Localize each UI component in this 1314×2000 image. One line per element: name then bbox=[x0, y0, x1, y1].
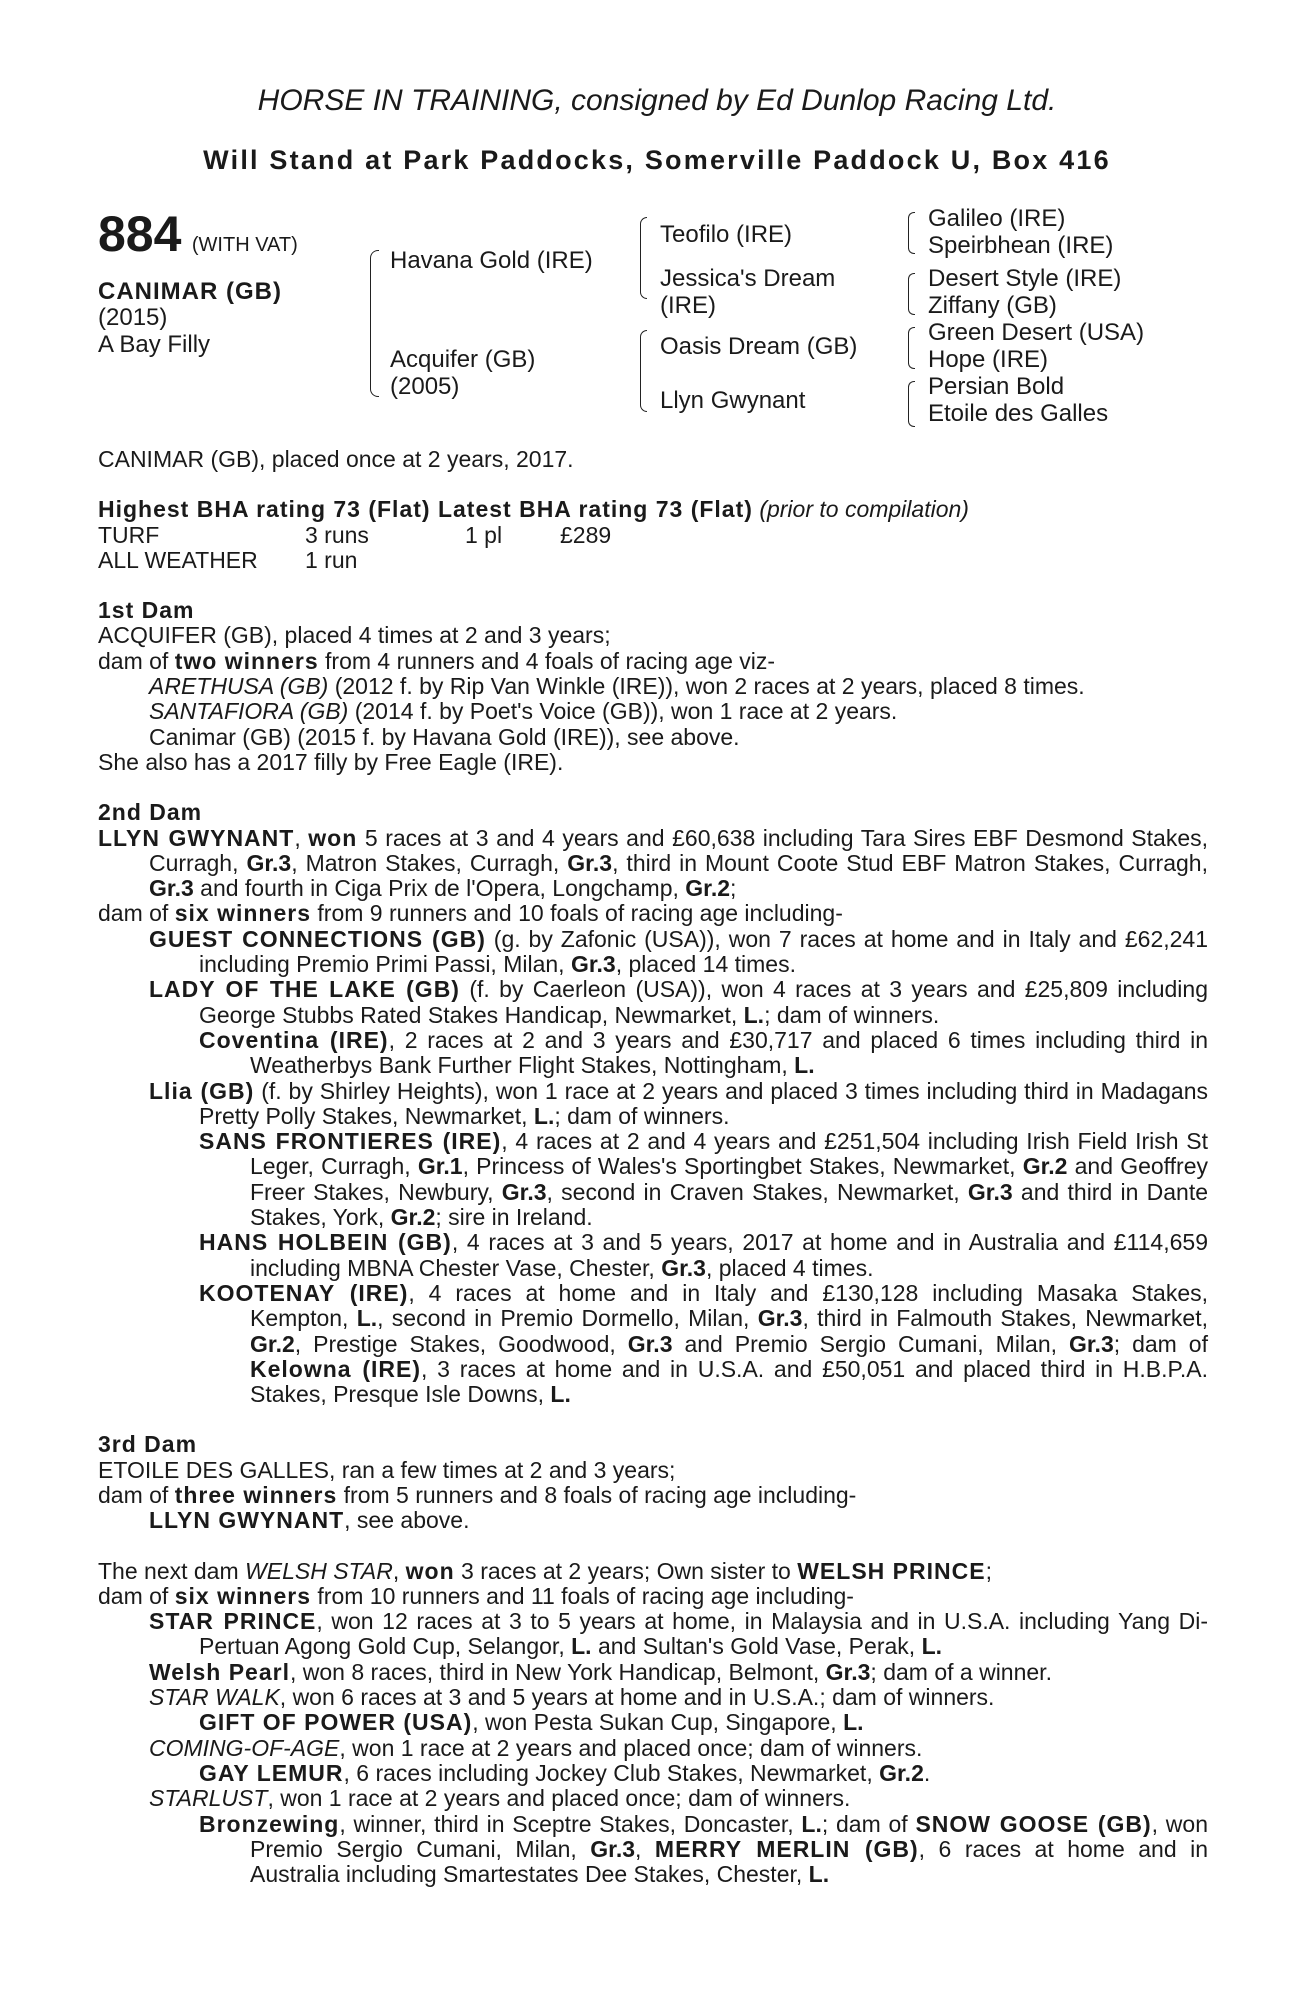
horse-description: A Bay Filly bbox=[98, 331, 211, 358]
progeny-name: LLYN GWYNANT bbox=[149, 1507, 345, 1534]
progeny-name: STAR WALK bbox=[149, 1684, 280, 1711]
progeny-name: HANS HOLBEIN (GB) bbox=[199, 1229, 452, 1256]
entry-text: , third in Falmouth Stakes, Newmarket, bbox=[802, 1305, 1208, 1332]
entry-text: , 3 races at home and in U.S.A. and £50,051 and placed third in H.B.P.A. Stakes, Presque Isle Downs, bbox=[250, 1355, 1209, 1408]
entry-text: (f. by Shirley Heights), won 1 race at 2 years and placed 3 times including third in Madagans Pretty Polly Stakes, Newmarket, bbox=[199, 1077, 1208, 1129]
listed-label: L. bbox=[571, 1633, 592, 1660]
pedigree-g3: Desert Style (IRE) bbox=[928, 265, 1122, 292]
entry-text: The next dam bbox=[98, 1557, 246, 1584]
entry-text: , second in Premio Dormello, Milan, bbox=[377, 1305, 758, 1332]
grade-label: Gr.3 bbox=[627, 1330, 673, 1357]
rating-note: (prior to compilation) bbox=[759, 496, 969, 523]
lady-of-the-lake-entry bbox=[98, 977, 1208, 1028]
progeny-name: LADY OF THE LAKE (GB) bbox=[149, 976, 460, 1003]
turf-placed: 1 pl bbox=[465, 521, 503, 548]
entry-text: , placed 14 times. bbox=[615, 951, 796, 978]
entry-text: ; dam of bbox=[1113, 1330, 1208, 1357]
sans-frontieres-entry bbox=[98, 1129, 1208, 1230]
entry-text: , Prestige Stakes, Goodwood, bbox=[294, 1330, 628, 1357]
kootenay-entry bbox=[98, 1281, 1208, 1407]
pedigree-brace-g34 bbox=[908, 273, 915, 315]
pedigree-sire-dam: Jessica's Dream bbox=[660, 265, 836, 292]
pedigree-dam-dam: Llyn Gwynant bbox=[660, 387, 806, 414]
entry-text: ; sire in Ireland. bbox=[435, 1204, 593, 1231]
vat-note: (WITH VAT) bbox=[191, 234, 298, 256]
entry-text: , 4 races at 3 and 5 years, 2017 at home and in Australia and £114,659 including MBNA Chester Vase, Chester, bbox=[250, 1229, 1208, 1281]
listed-label: L. bbox=[743, 1001, 765, 1028]
entry-text: ; dam of a winner. bbox=[870, 1658, 1052, 1685]
third-dam-llyn bbox=[98, 1508, 1208, 1533]
third-dam-heading: 3rd Dam bbox=[98, 1431, 198, 1458]
grade-label: Gr.3 bbox=[825, 1658, 871, 1685]
progeny-text: (2014 f. by Poet's Voice (GB)), won 1 race at 2 years. bbox=[348, 698, 898, 725]
grade-label: Gr.3 bbox=[1068, 1330, 1114, 1357]
bha-rating bbox=[98, 497, 1208, 522]
pedigree-brace-g12 bbox=[908, 212, 915, 254]
entry-text: , won Premio Sergio Cumani, Milan, bbox=[250, 1810, 1208, 1862]
grade-label: Gr.3 bbox=[757, 1305, 803, 1332]
grade-label: Gr.3 bbox=[149, 875, 194, 902]
entry-text: ; dam of winners. bbox=[554, 1102, 730, 1129]
entry-text: ; bbox=[985, 1557, 992, 1584]
horse-year: (2015) bbox=[98, 304, 168, 331]
entry-text: and Sultan's Gold Vase, Perak, bbox=[591, 1633, 922, 1660]
entry-text: , won 6 races at 3 and 5 years at home and in U.S.A.; dam of winners. bbox=[279, 1684, 995, 1711]
dam-of-pre: dam of bbox=[98, 1582, 175, 1609]
grade-label: Gr.1 bbox=[417, 1153, 463, 1180]
pedigree-brace-sire-dam bbox=[370, 250, 379, 397]
dam-of-pre: dam of bbox=[98, 1481, 175, 1508]
progeny-text: (2012 f. by Rip Van Winkle (IRE)), won 2 races at 2 years, placed 8 times. bbox=[328, 673, 1085, 700]
progeny-arethusa bbox=[98, 674, 1208, 699]
entry-text: , won 1 race at 2 years and placed once; dam of winners. bbox=[267, 1785, 851, 1812]
pedigree-brace-sire bbox=[640, 217, 647, 299]
pedigree-g2: Speirbhean (IRE) bbox=[928, 232, 1114, 259]
progeny-name: Coventina (IRE) bbox=[199, 1026, 389, 1053]
third-dam-line1: ETOILE DES GALLES, ran a few times at 2 and 3 years; bbox=[98, 1456, 676, 1483]
dam-of-winners: six winners bbox=[174, 1582, 311, 1609]
listed-label: L. bbox=[843, 1709, 864, 1736]
consignor-heading: HORSE IN TRAINING, consigned by Ed Dunlop Racing Ltd. bbox=[257, 84, 1057, 117]
dam-name: LLYN GWYNANT bbox=[98, 824, 295, 851]
pedigree-g1: Galileo (IRE) bbox=[928, 205, 1066, 232]
won-label: won bbox=[405, 1557, 455, 1584]
llyn-gwynant-entry: LLYN GWYNANT, won 5 races at 3 and 4 years and £60,638 including Tara Sires EBF Desmond Stakes, Curragh, Gr.3, Matron Stakes, Curragh, Gr.3, third in Mount Coote Stud EBF Matron Stakes, Curragh, Gr.3 and fourth in Ciga Prix de l'Opera, Longchamp, Gr.2; bbox=[98, 824, 1208, 902]
aw-runs: 1 run bbox=[305, 546, 358, 573]
gay-lemur-entry: GAY LEMUR, 6 races including Jockey Club Stakes, Newmarket, Gr.2. bbox=[199, 1759, 931, 1786]
listed-label: L. bbox=[533, 1102, 555, 1129]
first-dam-heading: 1st Dam bbox=[98, 597, 195, 624]
entry-text: 3 races at 2 years; Own sister to bbox=[454, 1557, 798, 1584]
listed-label: L. bbox=[794, 1052, 815, 1079]
entry-text: , won 1 race at 2 years and placed once; dam of winners. bbox=[339, 1734, 923, 1761]
coventina-entry bbox=[98, 1028, 1208, 1079]
entry-text: , third in Mount Coote Stud EBF Matron Stakes, Curragh, bbox=[612, 849, 1208, 876]
entry-text: , second in Craven Stakes, Newmarket, bbox=[546, 1178, 968, 1205]
entry-text: ; dam of winners. bbox=[764, 1001, 940, 1028]
star-prince-entry bbox=[98, 1609, 1208, 1660]
pedigree-sire-sire: Teofilo (IRE) bbox=[660, 221, 793, 248]
pedigree-g5: Green Desert (USA) bbox=[928, 319, 1145, 346]
won-label: won bbox=[308, 824, 358, 851]
listed-label: L. bbox=[801, 1810, 822, 1837]
grade-label: Gr.3 bbox=[661, 1254, 706, 1281]
pedigree-brace-g78 bbox=[908, 381, 915, 427]
progeny-name: GUEST CONNECTIONS (GB) bbox=[149, 925, 486, 952]
first-dam-line2-post: from 4 runners and 4 foals of racing age viz- bbox=[318, 647, 776, 674]
pedigree-brace-dam bbox=[640, 330, 647, 412]
entry-text: , winner, third in Sceptre Stakes, Doncaster, bbox=[339, 1810, 802, 1837]
llia-entry bbox=[98, 1079, 1208, 1130]
entry-text: , see above. bbox=[344, 1507, 470, 1534]
first-dam-line1: ACQUIFER (GB), placed 4 times at 2 and 3 years; bbox=[98, 622, 611, 649]
aw-label: ALL WEATHER bbox=[98, 546, 258, 573]
all-weather-record bbox=[98, 548, 1208, 573]
turf-prize: £289 bbox=[560, 521, 612, 548]
starlust-entry bbox=[98, 1786, 1208, 1811]
grade-label: Gr.2 bbox=[879, 1759, 924, 1786]
dam-name: WELSH STAR bbox=[245, 1557, 393, 1584]
entry-text: , 4 races at home and in Italy and £130,128 including Masaka Stakes, Kempton, bbox=[250, 1279, 1208, 1332]
pedigree-dam: Acquifer (GB) bbox=[390, 346, 536, 373]
entry-text: , won Pesta Sukan Cup, Singapore, bbox=[472, 1709, 844, 1736]
entry-text: , 6 races including Jockey Club Stakes, Newmarket, bbox=[343, 1759, 880, 1786]
sister-name: WELSH PRINCE bbox=[797, 1557, 986, 1584]
progeny-name: MERRY MERLIN (GB) bbox=[654, 1835, 919, 1862]
first-dam-line2 bbox=[98, 649, 1208, 674]
entry-text: (g. by Zafonic (USA)), won 7 races at home and in Italy and £62,241 including Premio Primi Passi, Milan, bbox=[199, 925, 1208, 978]
entry-text: and Premio Sergio Cumani, Milan, bbox=[672, 1330, 1069, 1357]
lot-number: 884 bbox=[98, 206, 182, 262]
entry-text: , won 12 races at 3 to 5 years at home, in Malaysia and in U.S.A. including Yang Di-Pertuan Agong Gold Cup, Selangor, bbox=[199, 1608, 1208, 1660]
progeny-name: SANTAFIORA (GB) bbox=[149, 698, 349, 725]
progeny-name: COMING-OF-AGE bbox=[149, 1734, 340, 1761]
horse-name: CANIMAR (GB) bbox=[98, 278, 282, 305]
progeny-canimar: Canimar (GB) (2015 f. by Havana Gold (IRE)), see above. bbox=[149, 723, 740, 750]
listed-label: L. bbox=[550, 1381, 571, 1408]
progeny-name: KOOTENAY (IRE) bbox=[199, 1279, 409, 1306]
progeny-name: Llia (GB) bbox=[149, 1077, 255, 1104]
progeny-name: ARETHUSA (GB) bbox=[149, 673, 329, 700]
grade-label: Gr.2 bbox=[685, 875, 731, 902]
entry-text: , 6 races at home and in Australia including Smartestates Dee Stakes, Chester, bbox=[250, 1835, 1208, 1888]
welsh-pearl-entry bbox=[98, 1660, 1208, 1685]
gift-of-power-entry bbox=[98, 1710, 1208, 1735]
progeny-name: Welsh Pearl bbox=[149, 1658, 290, 1685]
next-dam-dam-of bbox=[98, 1584, 1208, 1609]
progeny-name: STAR PRINCE bbox=[149, 1608, 317, 1635]
grade-label: Gr.3 bbox=[570, 951, 616, 978]
entry-text: , won 8 races, third in New York Handicap, Belmont, bbox=[289, 1658, 826, 1685]
progeny-name: GAY LEMUR bbox=[199, 1759, 344, 1786]
progeny-name: GIFT OF POWER (USA) bbox=[199, 1709, 473, 1736]
grade-label: Gr.2 bbox=[1022, 1153, 1068, 1180]
grade-label: Gr.3 bbox=[967, 1178, 1013, 1205]
guest-connections-entry bbox=[98, 927, 1208, 978]
pedigree-g4: Ziffany (GB) bbox=[928, 292, 1057, 319]
first-dam-last: She also has a 2017 filly by Free Eagle (IRE). bbox=[98, 748, 564, 775]
next-dam-line1: The next dam WELSH STAR, won 3 races at 2 years; Own sister to WELSH PRINCE; bbox=[98, 1557, 992, 1584]
listed-label: L. bbox=[921, 1633, 943, 1660]
pedigree-g7: Persian Bold bbox=[928, 373, 1065, 400]
pedigree-sire: Havana Gold (IRE) bbox=[390, 247, 593, 274]
race-summary: CANIMAR (GB), placed once at 2 years, 2017. bbox=[98, 446, 574, 472]
grade-label: Gr.3 bbox=[590, 1835, 636, 1862]
entry-text: and Geoffrey Freer Stakes, Newbury, bbox=[250, 1153, 1208, 1205]
progeny-name: SNOW GOOSE (GB) bbox=[915, 1810, 1152, 1837]
third-dam-line2 bbox=[98, 1483, 1208, 1508]
listed-label: L. bbox=[356, 1305, 378, 1332]
coming-of-age-entry bbox=[98, 1736, 1208, 1761]
progeny-santafiora bbox=[98, 699, 1208, 724]
rating-label: Highest BHA rating 73 (Flat) Latest BHA rating 73 (Flat) bbox=[98, 496, 753, 523]
entry-text: 5 races at 3 and 4 years and £60,638 including Tara Sires EBF Desmond Stakes, Curragh, bbox=[149, 824, 1208, 876]
grade-label: Gr.3 bbox=[246, 849, 292, 876]
turf-record bbox=[98, 523, 1208, 548]
first-dam-winners: two winners bbox=[174, 647, 319, 674]
turf-label: TURF bbox=[98, 521, 160, 548]
progeny-name: SANS FRONTIERES (IRE) bbox=[199, 1128, 502, 1155]
catalogue-body bbox=[98, 447, 1208, 1887]
entry-text: , placed 4 times. bbox=[705, 1254, 874, 1281]
entry-text: ; dam of bbox=[821, 1810, 916, 1837]
pedigree-brace-g56 bbox=[908, 327, 915, 369]
dam-of-winners: three winners bbox=[174, 1481, 338, 1508]
entry-text: and fourth in Ciga Prix de l'Opera, Longchamp, bbox=[193, 875, 686, 902]
entry-text: , 2 races at 2 and 3 years and £30,717 and placed 6 times including third in Weatherbys Bank Further Flight Stakes, Nottingham, bbox=[250, 1026, 1208, 1079]
progeny-name: STARLUST bbox=[149, 1785, 268, 1812]
listed-label: L. bbox=[808, 1861, 830, 1888]
second-dam-dam-of bbox=[98, 901, 1208, 926]
dam-of-post: from 9 runners and 10 foals of racing age including- bbox=[311, 900, 843, 927]
hans-holbein-entry bbox=[98, 1230, 1208, 1281]
grade-label: Gr.3 bbox=[501, 1178, 547, 1205]
grade-label: Gr.2 bbox=[250, 1330, 295, 1357]
dam-of-pre: dam of bbox=[98, 900, 175, 927]
progeny-name: Bronzewing bbox=[199, 1810, 340, 1837]
first-dam-line2-pre: dam of bbox=[98, 647, 175, 674]
pedigree-g8: Etoile des Galles bbox=[928, 400, 1109, 427]
pedigree-dam-sire: Oasis Dream (GB) bbox=[660, 333, 858, 360]
lot-number-block bbox=[98, 205, 298, 263]
pedigree-dam-year: (2005) bbox=[390, 373, 460, 400]
entry-text: (f. by Caerleon (USA)), won 4 races at 3 years and £25,809 including George Stubbs Rated Stakes Handicap, Newmarket, bbox=[199, 976, 1208, 1028]
pedigree-sire-dam-suffix: (IRE) bbox=[660, 292, 716, 319]
entry-text: , 4 races at 2 and 4 years and £251,504 including Irish Field Irish St Leger, Curragh, bbox=[250, 1128, 1209, 1180]
entry-text: , Princess of Wales's Sportingbet Stakes, Newmarket, bbox=[462, 1153, 1023, 1180]
star-walk-entry bbox=[98, 1685, 1208, 1710]
dam-of-post: from 10 runners and 11 foals of racing age including- bbox=[311, 1582, 854, 1609]
turf-runs: 3 runs bbox=[305, 521, 369, 548]
dam-of-winners: six winners bbox=[174, 900, 311, 927]
grade-label: Gr.2 bbox=[390, 1204, 436, 1231]
entry-text: , Matron Stakes, Curragh, bbox=[291, 849, 568, 876]
bronzewing-entry: Bronzewing, winner, third in Sceptre Stakes, Doncaster, L.; dam of SNOW GOOSE (GB), won Premio Sergio Cumani, Milan, Gr.3, MERRY MERLIN (GB), 6 races at home and in Australia including Smartestates Dee Stakes, Chester, L. bbox=[199, 1810, 1208, 1888]
entry-text: and third in Dante Stakes, York, bbox=[250, 1178, 1208, 1231]
stand-location: Will Stand at Park Paddocks, Somerville Paddock U, Box 416 bbox=[203, 145, 1111, 175]
grade-label: Gr.3 bbox=[567, 849, 613, 876]
second-dam-heading: 2nd Dam bbox=[98, 799, 203, 826]
dam-of-post: from 5 runners and 8 foals of racing age including- bbox=[337, 1481, 857, 1508]
pedigree-g6: Hope (IRE) bbox=[928, 346, 1049, 373]
progeny-name: Kelowna (IRE) bbox=[250, 1355, 421, 1382]
